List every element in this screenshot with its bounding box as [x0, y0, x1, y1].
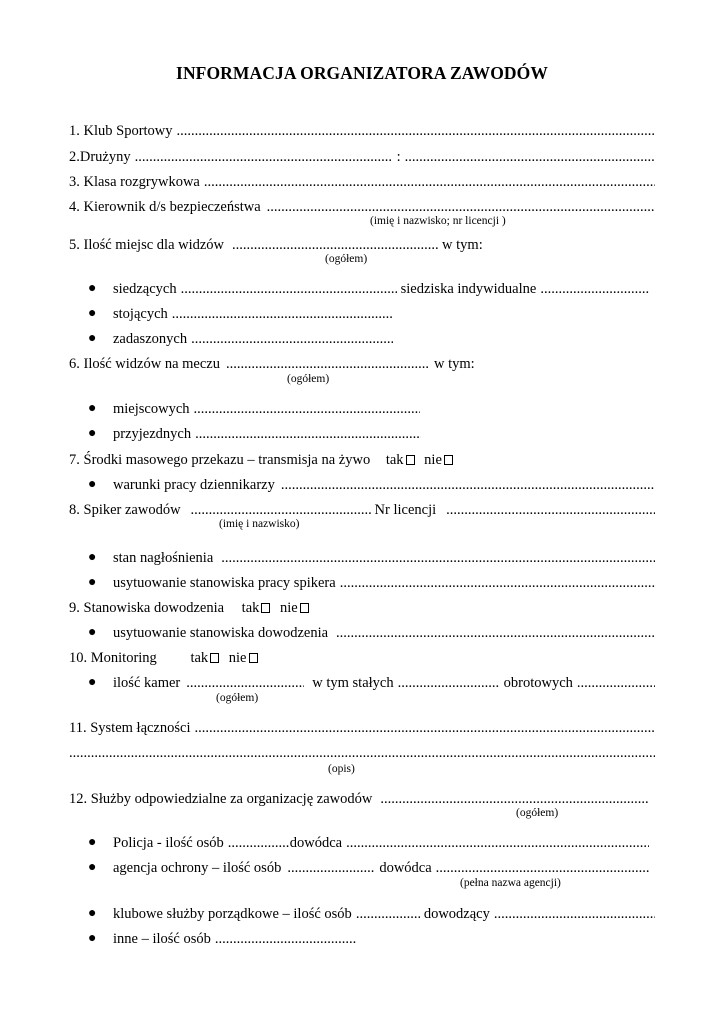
- field-seat-count[interactable]: 5. Ilość miejsc dla widzów..... w tym:: [69, 235, 483, 255]
- field-monitoring: 10. Monitoring tak nie: [69, 648, 259, 668]
- field-club[interactable]: 1. Klub Sportowy .....: [69, 121, 655, 141]
- bullet-icon: ●: [88, 281, 97, 296]
- checkbox-no[interactable]: [444, 455, 453, 465]
- note-name: (imię i nazwisko): [219, 518, 300, 530]
- bullet-icon: ●: [88, 931, 97, 946]
- field-league-class[interactable]: 3. Klasa rozgrywkowa .....: [69, 172, 655, 192]
- field-covered[interactable]: zadaszonych.....: [113, 329, 393, 349]
- field-cameras[interactable]: ilość kamer ..... w tym stałych ..... obrotowych .....: [113, 673, 655, 693]
- field-journalist-conditions[interactable]: warunki pracy dziennikarzy .....: [113, 475, 655, 495]
- field-security-agency[interactable]: agencja ochrony – ilość osób ..... dowódca .....: [113, 858, 649, 878]
- bullet-icon: ●: [88, 625, 97, 640]
- bullet-icon: ●: [88, 550, 97, 565]
- field-communication-system[interactable]: 11. System łączności .....: [69, 718, 655, 738]
- bullet-icon: ●: [88, 835, 97, 850]
- note-total: (ogółem): [216, 692, 259, 704]
- field-home-fans[interactable]: miejscowych.....: [113, 399, 420, 419]
- field-standing[interactable]: stojących.....: [113, 304, 392, 324]
- field-announcer-position[interactable]: usytuowanie stanowiska pracy spikera .....: [113, 573, 655, 593]
- checkbox-no[interactable]: [249, 653, 258, 663]
- field-services[interactable]: 12. Służby odpowiedzialne za organizację zawodów .....: [69, 789, 649, 809]
- bullet-icon: ●: [88, 306, 97, 321]
- field-away-fans[interactable]: przyjezdnych.....: [113, 424, 421, 444]
- page-title: INFORMACJA ORGANIZATORA ZAWODÓW: [176, 63, 548, 83]
- note-total: (ogółem): [516, 807, 559, 819]
- field-command-posts: 9. Stanowiska dowodzenia tak nie: [69, 598, 310, 618]
- note-total: (ogółem): [287, 373, 330, 385]
- note-description: (opis): [328, 763, 355, 775]
- bullet-icon: ●: [88, 477, 97, 492]
- note-name-license: (imię i nazwisko; nr licencji ): [370, 215, 506, 227]
- bullet-icon: ●: [88, 906, 97, 921]
- field-teams[interactable]: 2.Drużyny ..... : .....: [69, 147, 655, 167]
- field-communication-description[interactable]: [69, 743, 655, 763]
- checkbox-yes[interactable]: [261, 603, 270, 613]
- field-sound-system[interactable]: stan nagłośnienia .....: [113, 548, 655, 568]
- field-announcer[interactable]: 8. Spiker zawodów ..... Nr licencji .....: [69, 500, 655, 520]
- field-seated[interactable]: siedzących..... siedziska indywidualne.....: [113, 279, 650, 299]
- field-spectators[interactable]: 6. Ilość widzów na meczu..... w tym:: [69, 354, 475, 374]
- bullet-icon: ●: [88, 575, 97, 590]
- note-agency-name: (pełna nazwa agencji): [460, 877, 561, 889]
- bullet-icon: ●: [88, 426, 97, 441]
- checkbox-yes[interactable]: [406, 455, 415, 465]
- bullet-icon: ●: [88, 860, 97, 875]
- field-police[interactable]: Policja - ilość osób ..... dowódca .....: [113, 833, 649, 853]
- field-other-services[interactable]: inne – ilość osób.....: [113, 929, 357, 949]
- bullet-icon: ●: [88, 675, 97, 690]
- checkbox-no[interactable]: [300, 603, 309, 613]
- note-total: (ogółem): [325, 253, 368, 265]
- checkbox-yes[interactable]: [210, 653, 219, 663]
- field-command-position[interactable]: usytuowanie stanowiska dowodzenia .....: [113, 623, 655, 643]
- field-live-broadcast: 7. Środki masowego przekazu – transmisja na żywo tak nie: [69, 450, 454, 470]
- bullet-icon: ●: [88, 331, 97, 346]
- bullet-icon: ●: [88, 401, 97, 416]
- field-club-stewards[interactable]: klubowe służby porządkowe – ilość osób ..... dowodzący .....: [113, 904, 655, 924]
- field-safety-manager[interactable]: 4. Kierownik d/s bezpieczeństwa .....: [69, 197, 655, 217]
